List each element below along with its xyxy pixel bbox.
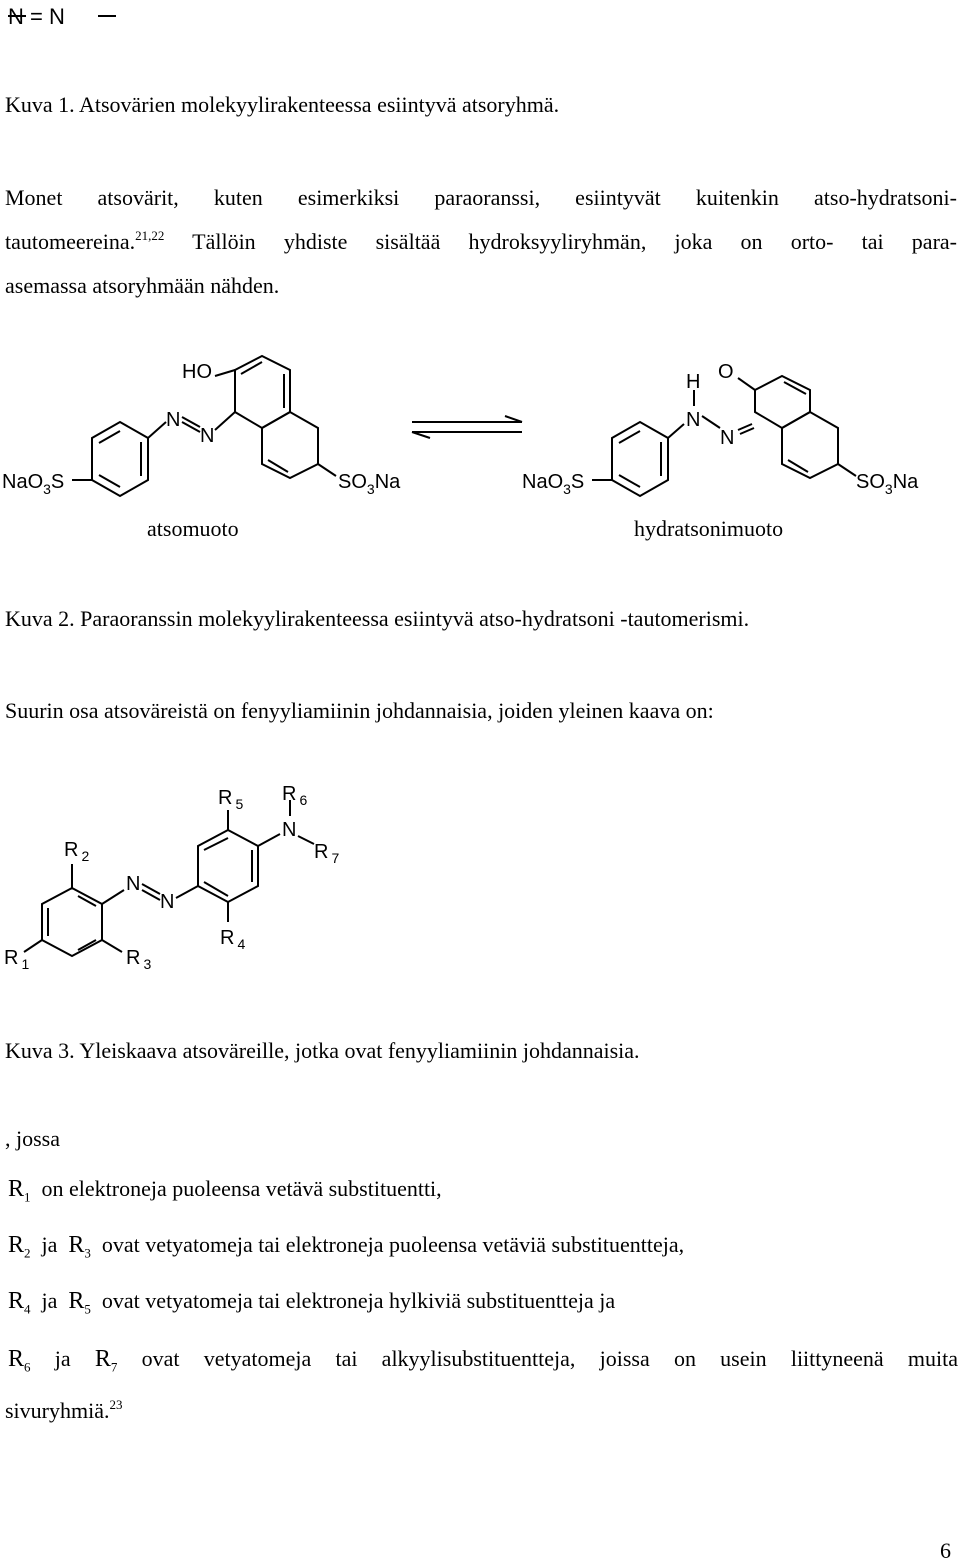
figure-1-caption: Kuva 1. Atsovärien molekyylirakenteessa esiintyvä atsoryhmä.: [5, 92, 560, 117]
paragraph-line: asemassa atsoryhmään nähden.: [5, 273, 280, 298]
definition-text: ovat vetyatomeja tai alkyylisubstituentteja, joissa on usein liittyneenä muita: [141, 1346, 959, 1371]
substituent-r7: R $_7$: [314, 841, 340, 866]
r-symbol: R: [68, 1288, 85, 1314]
substituent-r1: R $_1$: [4, 947, 30, 972]
atom-n: N: [126, 873, 141, 895]
conjunction: ja: [54, 1346, 71, 1371]
definition-r2-r3: [8, 1232, 684, 1266]
azo-bond-lines: [0, 2, 140, 32]
substituent-r3: R $_3$: [126, 947, 152, 972]
azo-formula: N = N: [8, 4, 65, 29]
reference-marker: 21,22: [135, 228, 165, 243]
r-subscript: 1: [24, 1189, 31, 1205]
conjunction: ja: [41, 1232, 58, 1257]
sulfonate-group: $SO_3Na$: [338, 471, 401, 497]
r-symbol: R: [8, 1176, 25, 1202]
sulfonate-group: $SO_3Na$: [856, 471, 919, 497]
naphthalene-ring: [782, 412, 838, 478]
reference-marker: 23: [109, 1397, 123, 1412]
where-clause: , jossa: [5, 1126, 60, 1151]
r-symbol: R: [68, 1232, 85, 1258]
definition-r1: [8, 1176, 442, 1210]
hydrazone-form-label: hydratsonimuoto: [634, 516, 784, 541]
benzene-ring: [198, 830, 258, 902]
atom-n: N: [166, 409, 181, 431]
r-symbol: R: [8, 1346, 25, 1372]
r-symbol: R: [94, 1346, 111, 1372]
naphthalene-ring: [262, 412, 318, 478]
paragraph-general-formula: Suurin osa atsoväreistä on fenyyliamiinin johdannaisia, joiden yleinen kaava on:: [5, 698, 714, 723]
atom-h: H: [686, 371, 701, 393]
benzene-ring: [92, 422, 148, 496]
atom-n: N: [282, 819, 297, 841]
azo-form-label: atsomuoto: [147, 516, 239, 541]
sulfonate-group: NaO$_3$S: [2, 471, 65, 497]
substituent-r4: R $_4$: [220, 927, 246, 952]
definition-r6-r7: [8, 1346, 958, 1380]
definition-continuation: [5, 1398, 123, 1424]
r-subscript: 6: [24, 1359, 31, 1375]
figure-3-caption: Kuva 3. Yleiskaava atsoväreille, jotka ovat fenyyliamiinin johdannaisia.: [5, 1038, 640, 1063]
atom-n: N: [686, 409, 701, 431]
naphthalene-ring: [755, 376, 810, 428]
paragraph-tautomer: [5, 176, 957, 308]
paragraph-line: Monet atsovärit, kuten esimerkiksi paraoranssi, esiintyvät kuitenkin atso-hydratsoni-: [5, 185, 957, 210]
paragraph-line: [5, 220, 957, 264]
definition-text: ovat vetyatomeja tai elektroneja hylkiviä substituentteja ja: [101, 1288, 616, 1313]
text-segment: Tällöin yhdiste sisältää hydroksyyliryhmän, joka on orto- tai para-: [192, 229, 957, 254]
sulfonate-group: NaO$_3$S: [522, 471, 585, 497]
r-subscript: 2: [24, 1245, 31, 1261]
r-symbol: R: [8, 1232, 25, 1258]
definition-r4-r5: [8, 1288, 615, 1322]
atom-ho: HO: [182, 361, 212, 383]
atom-n: N: [160, 891, 175, 913]
benzene-ring: [612, 422, 668, 496]
atom-o: O: [718, 361, 734, 383]
text-segment: tautomeereina.: [5, 229, 136, 254]
r-subscript: 3: [84, 1245, 91, 1261]
page-number: 6: [940, 1538, 951, 1563]
atom-n: N: [200, 425, 215, 447]
substituent-r2: R $_2$: [64, 839, 90, 864]
r-subscript: 4: [24, 1301, 31, 1317]
figure-2-caption: Kuva 2. Paraoranssin molekyylirakenteessa esiintyvä atso-hydratsoni -tautomerismi.: [5, 606, 750, 631]
r-symbol: R: [8, 1288, 25, 1314]
r-subscript: 7: [110, 1359, 118, 1375]
atom-n: N: [720, 427, 735, 449]
tautomerism-figure: [0, 350, 960, 550]
substituent-r5: R $_5$: [218, 787, 244, 812]
general-formula-figure: [0, 780, 400, 980]
definition-text: on elektroneja puoleensa vetävä substituentti,: [41, 1176, 442, 1201]
substituent-r6: R $_6$: [282, 783, 308, 808]
r-subscript: 5: [84, 1301, 91, 1317]
conjunction: ja: [41, 1288, 58, 1313]
definition-text: sivuryhmiä.: [5, 1398, 110, 1423]
benzene-ring: [42, 888, 102, 956]
definition-text: ovat vetyatomeja tai elektroneja puoleensa vetäviä substituentteja,: [101, 1232, 685, 1257]
